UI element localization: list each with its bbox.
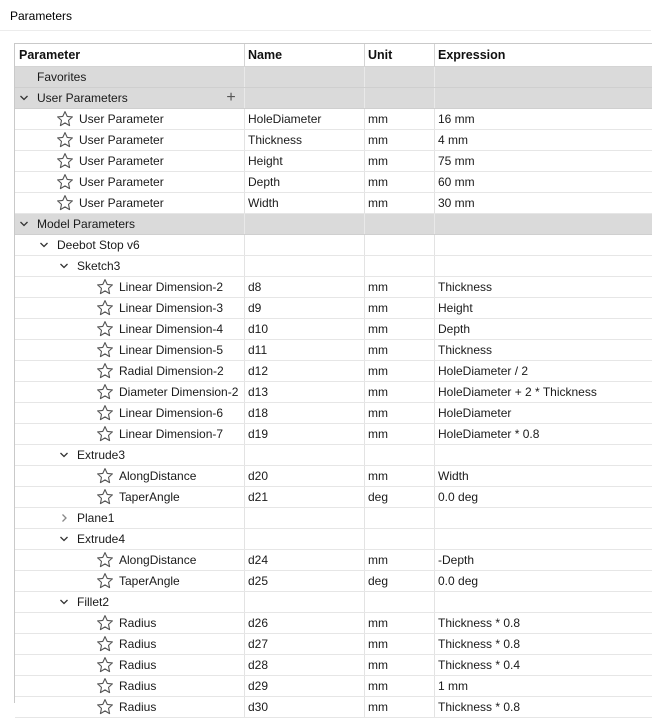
cell-divider [434,109,435,129]
feature-node-extrude3-label: Extrude3 [77,448,126,462]
cell-divider [364,109,365,129]
parameter-expression[interactable]: 75 mm [438,154,475,168]
cell-divider [364,88,365,108]
cell-divider [364,676,365,696]
parameter-name: d26 [248,616,269,630]
cell-divider [244,298,245,318]
parameter-expression[interactable]: Thickness [438,280,493,294]
model-parameters-group[interactable] [15,214,652,235]
cell-divider [434,592,435,612]
cell-divider [364,340,365,360]
cell-divider [244,340,245,360]
table-row[interactable] [15,340,652,361]
cell-divider [434,424,435,444]
table-row[interactable] [15,277,652,298]
parameter-name: d8 [248,280,262,294]
cell-divider [244,361,245,381]
cell-divider [244,550,245,570]
parameter-expression[interactable]: Width [438,469,469,483]
cell-divider [244,697,245,717]
parameter-name: d13 [248,385,269,399]
parameter-unit: mm [368,469,388,483]
parameter-label: User Parameter [79,175,164,189]
star-outline-icon[interactable] [96,299,114,317]
parameter-expression[interactable]: Thickness [438,343,493,357]
parameter-name: Thickness [248,133,303,147]
cell-divider [364,361,365,381]
parameter-name: d27 [248,637,269,651]
table-row[interactable] [15,676,652,697]
table-row[interactable] [15,571,652,592]
parameter-expression[interactable]: 4 mm [438,133,468,147]
cell-divider [364,319,365,339]
parameter-label: User Parameter [79,196,164,210]
parameter-label: Linear Dimension-6 [119,406,224,420]
star-outline-icon[interactable] [56,110,74,128]
cell-divider [434,256,435,276]
chevron-right-icon[interactable] [59,513,69,523]
table-row[interactable] [15,697,652,718]
cell-divider [244,466,245,486]
table-row[interactable] [15,613,652,634]
cell-divider [244,130,245,150]
star-outline-icon[interactable] [96,383,114,401]
cell-divider [364,298,365,318]
table-header [15,44,652,67]
parameter-expression[interactable]: Thickness * 0.4 [438,658,521,672]
table-row[interactable] [15,193,652,214]
feature-node-fillet2[interactable] [15,592,652,613]
parameter-name: d29 [248,679,269,693]
cell-divider [434,298,435,318]
parameter-name: d12 [248,364,269,378]
column-divider[interactable] [244,44,245,66]
cell-divider [244,529,245,549]
cell-divider [364,172,365,192]
user-parameters-group-label: User Parameters [37,91,128,105]
parameter-unit: mm [368,679,388,693]
parameter-unit: mm [368,196,388,210]
parameter-expression[interactable]: HoleDiameter [438,406,512,420]
cell-divider [434,550,435,570]
parameter-name: Width [248,196,279,210]
parameter-expression[interactable]: 30 mm [438,196,475,210]
parameter-expression[interactable]: 0.0 deg [438,490,479,504]
parameter-label: Linear Dimension-7 [119,427,224,441]
cell-divider [364,193,365,213]
column-divider[interactable] [434,44,435,66]
cell-divider [244,67,245,87]
star-outline-icon[interactable] [96,404,114,422]
table-row[interactable] [15,151,652,172]
parameter-label: Linear Dimension-2 [119,280,224,294]
table-row[interactable] [15,319,652,340]
cell-divider [434,613,435,633]
cell-divider [434,151,435,171]
window-titlebar [0,0,651,30]
parameter-label: Linear Dimension-4 [119,322,224,336]
star-outline-icon[interactable] [96,488,114,506]
cell-divider [434,655,435,675]
cell-divider [364,130,365,150]
cell-divider [434,382,435,402]
parameter-unit: mm [368,427,388,441]
cell-divider [434,130,435,150]
cell-divider [434,193,435,213]
column-divider[interactable] [364,44,365,66]
cell-divider [244,151,245,171]
feature-node-fillet2-label: Fillet2 [77,595,110,609]
parameter-name: Height [248,154,283,168]
star-outline-icon[interactable] [96,278,114,296]
parameter-name: d19 [248,427,269,441]
parameter-label: Radius [119,637,157,651]
table-row[interactable] [15,634,652,655]
chevron-down-icon[interactable] [59,534,69,544]
cell-divider [434,277,435,297]
cell-divider [364,277,365,297]
parameter-name: d20 [248,469,269,483]
parameter-expression[interactable]: 1 mm [438,679,468,693]
parameter-unit: mm [368,175,388,189]
chevron-down-icon[interactable] [59,597,69,607]
parameter-expression[interactable]: 60 mm [438,175,475,189]
star-outline-icon[interactable] [56,131,74,149]
parameter-label: Linear Dimension-5 [119,343,224,357]
parameter-name: d11 [248,343,268,357]
parameter-label: Radius [119,700,157,714]
parameter-unit: mm [368,658,388,672]
cell-divider [434,214,435,234]
star-outline-icon[interactable] [96,635,114,653]
cell-divider [434,361,435,381]
cell-divider [364,235,365,255]
chevron-down-icon[interactable] [19,93,29,103]
parameter-unit: mm [368,637,388,651]
parameter-expression[interactable]: HoleDiameter + 2 * Thickness [438,385,597,399]
parameter-label: AlongDistance [119,553,197,567]
cell-divider [364,214,365,234]
feature-node-plane1[interactable] [15,508,652,529]
cell-divider [434,634,435,654]
table-row[interactable] [15,655,652,676]
cell-divider [364,613,365,633]
cell-divider [244,214,245,234]
component-node[interactable] [15,235,652,256]
cell-divider [244,256,245,276]
cell-divider [434,88,435,108]
cell-divider [434,67,435,87]
parameter-unit: mm [368,364,388,378]
cell-divider [244,508,245,528]
parameter-unit: mm [368,385,388,399]
parameter-expression[interactable]: Thickness * 0.8 [438,637,521,651]
cell-divider [434,508,435,528]
cell-divider [244,445,245,465]
feature-node-extrude4-label: Extrude4 [77,532,126,546]
parameter-label: Radial Dimension-2 [119,364,224,378]
plus-icon[interactable]: + [226,89,236,106]
cell-divider [244,382,245,402]
parameter-label: TaperAngle [119,574,180,588]
cell-divider [244,487,245,507]
table-body [15,67,652,718]
chevron-down-icon[interactable] [59,261,69,271]
parameter-label: User Parameter [79,112,164,126]
cell-divider [364,529,365,549]
star-outline-icon[interactable] [56,152,74,170]
cell-divider [364,508,365,528]
parameter-label: TaperAngle [119,490,180,504]
parameter-name: d10 [248,322,269,336]
favorites-group-label: Favorites [37,70,87,84]
star-outline-icon[interactable] [96,614,114,632]
feature-node-extrude3[interactable] [15,445,652,466]
parameter-label: Diameter Dimension-2 [119,385,239,399]
cell-divider [364,655,365,675]
cell-divider [244,424,245,444]
parameter-unit: mm [368,343,388,357]
cell-divider [244,172,245,192]
cell-divider [364,424,365,444]
parameter-label: AlongDistance [119,469,197,483]
parameter-label: Radius [119,616,157,630]
cell-divider [244,592,245,612]
table-row[interactable] [15,487,652,508]
feature-node-sketch3-label: Sketch3 [77,259,121,273]
parameter-unit: deg [368,574,389,588]
parameter-unit: mm [368,406,388,420]
cell-divider [364,571,365,591]
cell-divider [364,550,365,570]
parameter-label: Linear Dimension-3 [119,301,224,315]
parameter-name: d28 [248,658,269,672]
cell-divider [244,277,245,297]
feature-node-sketch3[interactable] [15,256,652,277]
parameter-expression[interactable]: Depth [438,322,471,336]
parameter-name: d24 [248,553,269,567]
star-outline-icon[interactable] [56,194,74,212]
cell-divider [364,592,365,612]
table-row[interactable] [15,466,652,487]
cell-divider [434,697,435,717]
column-header-expression[interactable]: Expression [438,48,506,62]
cell-divider [434,529,435,549]
parameter-name: d21 [248,490,269,504]
parameter-unit: mm [368,154,388,168]
chevron-down-icon[interactable] [59,450,69,460]
star-outline-icon[interactable] [96,362,114,380]
cell-divider [244,571,245,591]
cell-divider [244,235,245,255]
cell-divider [364,445,365,465]
cell-divider [364,466,365,486]
parameter-unit: mm [368,112,388,126]
cell-divider [244,613,245,633]
parameter-unit: mm [368,133,388,147]
feature-node-extrude4[interactable] [15,529,652,550]
parameter-expression[interactable]: HoleDiameter * 0.8 [438,427,540,441]
parameter-expression[interactable]: Height [438,301,473,315]
cell-divider [364,403,365,423]
parameter-name: Depth [248,175,281,189]
table-row[interactable] [15,298,652,319]
parameter-name: d9 [248,301,262,315]
chevron-down-icon[interactable] [39,240,49,250]
table-row[interactable] [15,130,652,151]
parameters-table [14,43,652,714]
cell-divider [244,319,245,339]
cell-divider [434,235,435,255]
parameter-unit: mm [368,616,388,630]
table-row[interactable] [15,403,652,424]
cell-divider [244,634,245,654]
star-outline-icon[interactable] [96,677,114,695]
cell-divider [364,256,365,276]
model-parameters-group-label: Model Parameters [37,217,136,231]
star-outline-icon[interactable] [96,320,114,338]
cell-divider [364,151,365,171]
parameter-name: HoleDiameter [248,112,322,126]
parameter-unit: mm [368,553,388,567]
cell-divider [244,88,245,108]
column-header-unit[interactable]: Unit [368,48,393,62]
table-row[interactable] [15,382,652,403]
star-outline-icon[interactable] [96,698,114,716]
cell-divider [434,340,435,360]
cell-divider [434,403,435,423]
cell-divider [434,487,435,507]
parameter-name: d25 [248,574,269,588]
parameter-label: Radius [119,658,157,672]
cell-divider [364,67,365,87]
column-header-name[interactable]: Name [248,48,283,62]
star-outline-icon[interactable] [56,173,74,191]
cell-divider [244,193,245,213]
cell-divider [244,655,245,675]
parameter-unit: mm [368,322,388,336]
parameter-expression[interactable]: 0.0 deg [438,574,479,588]
parameter-expression[interactable]: -Depth [438,553,475,567]
chevron-down-icon[interactable] [19,219,29,229]
cell-divider [244,109,245,129]
star-outline-icon[interactable] [96,656,114,674]
star-outline-icon[interactable] [96,572,114,590]
feature-node-plane1-label: Plane1 [77,511,115,525]
cell-divider [434,571,435,591]
parameter-expression[interactable]: Thickness * 0.8 [438,616,521,630]
parameter-label: User Parameter [79,133,164,147]
parameter-expression[interactable]: HoleDiameter / 2 [438,364,529,378]
parameter-unit: mm [368,280,388,294]
cell-divider [434,319,435,339]
cell-divider [364,634,365,654]
cell-divider [434,445,435,465]
column-header-parameter[interactable]: Parameter [19,48,81,62]
cell-divider [434,676,435,696]
cell-divider [244,676,245,696]
window-title: Parameters [10,9,73,23]
component-node-label: Deebot Stop v6 [57,238,140,252]
parameter-expression[interactable]: Thickness * 0.8 [438,700,521,714]
parameter-name: d30 [248,700,269,714]
cell-divider [434,172,435,192]
cell-divider [364,382,365,402]
parameter-expression[interactable]: 16 mm [438,112,475,126]
parameter-name: d18 [248,406,269,420]
parameter-label: User Parameter [79,154,164,168]
parameter-label: Radius [119,679,157,693]
table-row[interactable] [15,424,652,445]
table-row[interactable] [15,361,652,382]
star-outline-icon[interactable] [96,425,114,443]
table-row[interactable] [15,109,652,130]
cell-divider [434,466,435,486]
parameter-unit: mm [368,301,388,315]
cell-divider [364,487,365,507]
table-row[interactable] [15,172,652,193]
cell-divider [244,403,245,423]
star-outline-icon[interactable] [96,551,114,569]
favorites-group[interactable] [15,67,652,88]
parameter-unit: mm [368,700,388,714]
table-row[interactable] [15,550,652,571]
star-outline-icon[interactable] [96,467,114,485]
cell-divider [364,697,365,717]
parameter-unit: deg [368,490,389,504]
user-parameters-group[interactable] [15,88,652,109]
star-outline-icon[interactable] [96,341,114,359]
titlebar-divider [0,30,651,31]
